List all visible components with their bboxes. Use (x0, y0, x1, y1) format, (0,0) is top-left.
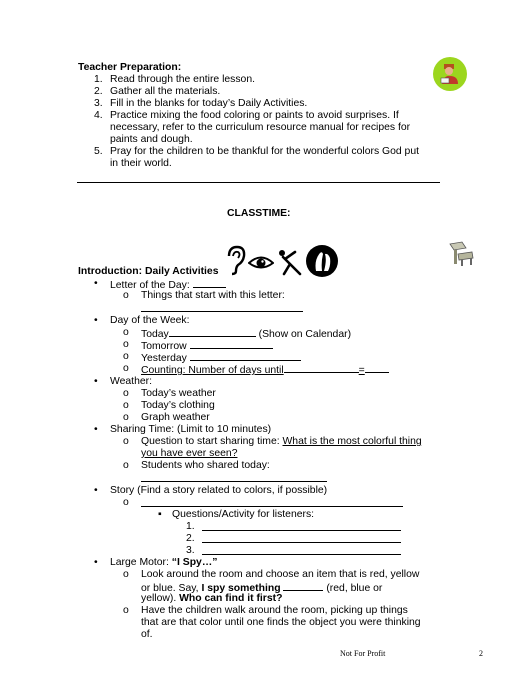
bullet: o (123, 569, 129, 580)
bullet: o (123, 400, 129, 411)
bullet: • (94, 424, 98, 435)
stretching-figure-icon (276, 248, 304, 276)
weather-item: Today’s weather (141, 388, 216, 399)
bullet: o (123, 412, 129, 423)
bullet: o (123, 339, 129, 350)
bullet: • (94, 278, 98, 289)
bullet: o (123, 290, 129, 301)
sharing-question (141, 436, 422, 448)
prep-item: paints and dough. (110, 134, 193, 145)
prep-item: necessary, refer to the curriculum resource manual for recipes for (110, 122, 411, 133)
blank-line (365, 363, 389, 373)
motor-text-bold: Who can find it first? (179, 593, 283, 604)
weather-item: Graph weather (141, 412, 210, 423)
motor-text-bold: I spy something (201, 583, 281, 594)
dow-label: Day of the Week: (110, 315, 190, 326)
question-prefix: Question to start sharing time: (141, 436, 283, 447)
tomorrow-label: Tomorrow (141, 341, 187, 352)
motor-prefix: Large Motor: (110, 557, 172, 568)
students-shared: Students who shared today: (141, 460, 270, 471)
dow-counting (141, 363, 389, 377)
page-number: 2 (479, 649, 483, 658)
prep-item: in their world. (110, 158, 172, 169)
footer-text: Not For Profit (340, 649, 386, 658)
prep-num: 3. (94, 98, 103, 109)
motor-text-a: yellow). (141, 593, 180, 604)
letter-label: Letter of the Day: (110, 280, 190, 291)
blank-line (141, 302, 303, 316)
motor-text-c: (red, blue or (323, 583, 383, 594)
bullet: o (123, 497, 129, 508)
today-label: Today (141, 329, 169, 340)
blank-line (283, 581, 323, 591)
blank-line (169, 327, 256, 337)
teacher-clipart-icon (432, 56, 468, 92)
motor-game: “I Spy…” (171, 557, 218, 568)
motor-text-a: or blue. Say, (141, 583, 202, 594)
bullet: o (123, 436, 129, 447)
weather-item: Today’s clothing (141, 400, 215, 411)
prep-num: 5. (94, 146, 103, 157)
bullet: • (94, 315, 98, 326)
blank-line (202, 545, 401, 559)
prep-num: 4. (94, 110, 103, 121)
bullet: o (123, 605, 129, 616)
letter-sub: Things that start with this letter: (141, 290, 285, 301)
motor-text: that are that color until one finds the object you were thinking (141, 617, 421, 628)
bullet: o (123, 327, 129, 338)
intro-heading: Introduction: Daily Activities (78, 266, 219, 277)
prep-heading: Teacher Preparation: (78, 62, 182, 73)
bullet: • (94, 557, 98, 568)
prep-item: Gather all the materials. (110, 86, 221, 97)
ear-icon (224, 244, 248, 276)
sharing-label: Sharing Time: (Limit to 10 minutes) (110, 424, 272, 435)
bullet: o (123, 388, 129, 399)
blank-line (190, 339, 273, 349)
bullet: ▪ (158, 509, 162, 520)
question-text-cont: you have ever seen? (141, 448, 238, 459)
list-num: 2. (186, 533, 195, 544)
bullet: o (123, 363, 129, 374)
list-num: 1. (186, 521, 195, 532)
motor-text: of. (141, 629, 153, 640)
prep-num: 2. (94, 86, 103, 97)
prep-item: Read through the entire lesson. (110, 74, 255, 85)
bullet: • (94, 485, 98, 496)
prep-item: Pray for the children to be thankful for the wonderful colors God put (110, 146, 420, 157)
blank-line (141, 472, 327, 486)
blank-line (284, 363, 359, 373)
motor-text (141, 593, 282, 605)
story-questions: Questions/Activity for listeners: (172, 509, 315, 520)
eye-icon (248, 254, 274, 272)
bullet: o (123, 460, 129, 471)
weather-label: Weather: (110, 376, 152, 387)
story-label: Story (Find a story related to colors, if possible) (110, 485, 328, 496)
bullet: • (94, 376, 98, 387)
prep-item: Practice mixing the food coloring or paints to avoid surprises. If (110, 110, 399, 121)
bullet: o (123, 351, 129, 362)
classtime-heading: CLASSTIME: (227, 208, 291, 219)
section-divider (77, 182, 440, 183)
prep-item: Fill in the blanks for today’s Daily Activities. (110, 98, 308, 109)
blank-line (193, 278, 226, 288)
motor-text: Have the children walk around the room, picking up things (141, 605, 408, 616)
question-text: What is the most colorful thing (282, 436, 422, 447)
counting-label: Counting: Number of days until (141, 365, 284, 376)
equals-sign: = (358, 365, 365, 376)
motor-label (110, 557, 217, 569)
motor-text: Look around the room and choose an item that is red, yellow (141, 569, 420, 580)
school-desk-icon (446, 238, 476, 268)
praying-hands-icon (305, 244, 339, 278)
list-num: 3. (186, 545, 195, 556)
today-note: (Show on Calendar) (258, 329, 352, 340)
blank-line (190, 351, 301, 361)
prep-num: 1. (94, 74, 103, 85)
yesterday-label: Yesterday (141, 353, 187, 364)
